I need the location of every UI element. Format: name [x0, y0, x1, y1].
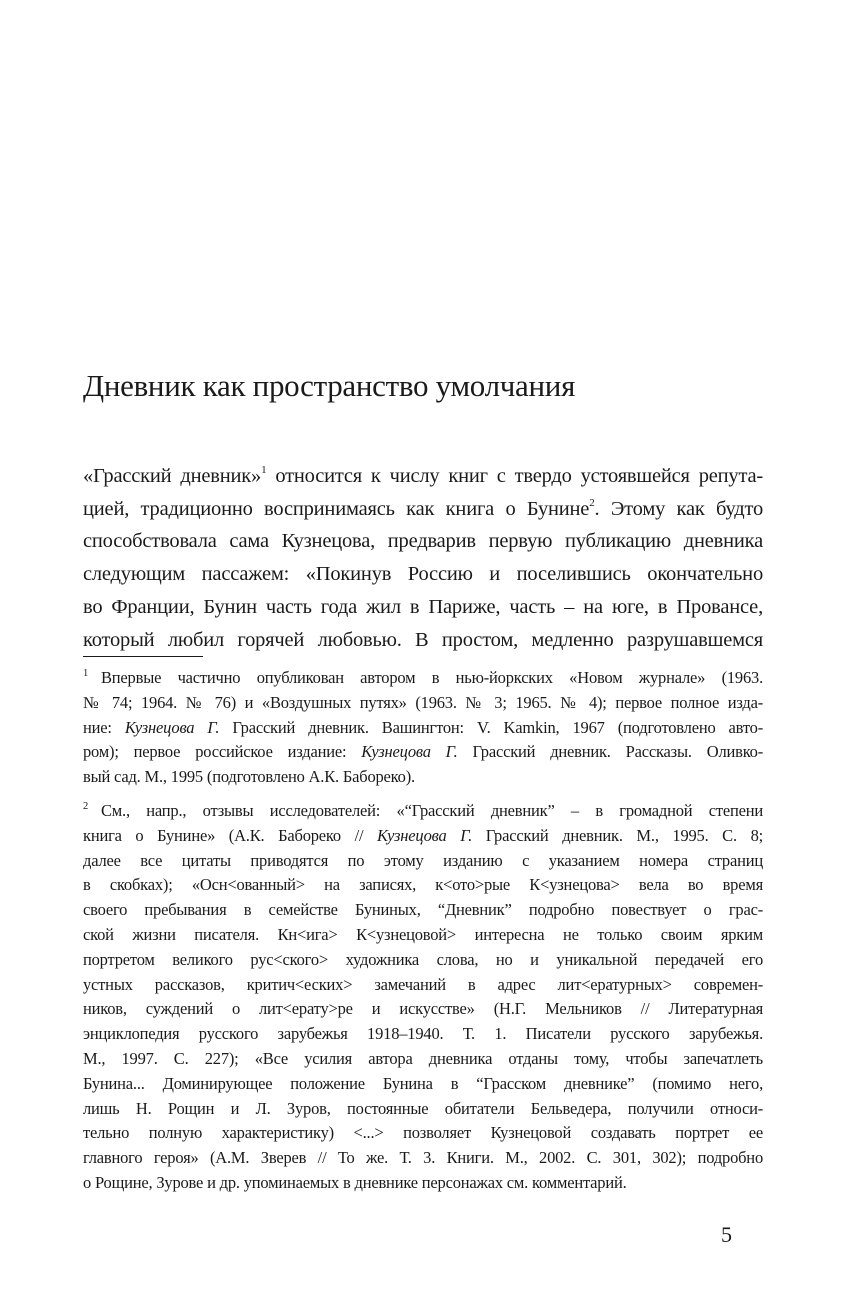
footnote-line: ние: Кузнецова Г. Грасский дневник. Вашингтон: V. Kamkin, 1967 (подготовлено авто- [83, 717, 763, 737]
footnote-line: вый сад. М., 1995 (подготовлено А.К. Бабореко). [83, 767, 415, 787]
page-number: 5 [721, 1222, 732, 1247]
footnote-line: энциклопедия русского зарубежья 1918–1940. Т. 1. Писатели русского зарубежья. [83, 1024, 763, 1044]
author-name: Кузнецова Г. [124, 717, 220, 737]
footnote-2 [83, 799, 763, 1196]
body-line: цией, традиционно воспринимаясь как книга о Бунине$^2$. Этому как будто [83, 496, 763, 520]
footnote-line: в скобках); «Осн<ованный> на записях, к<ото>рые К<узнецова> вела во время [83, 875, 763, 895]
footnote-line: См., напр., отзывы исследователей: «“Грасский дневник” – в громадной степени [101, 800, 763, 820]
body-line: во Франции, Бунин часть года жил в Париже, часть – на юге, в Провансе, [83, 595, 763, 618]
footnotes [83, 666, 763, 1196]
footnote-number: 1 [83, 668, 89, 679]
footnote-line: Бунина... Доминирующее положение Бунина в “Грасском дневнике” (помимо него, [83, 1073, 763, 1093]
body-paragraph [83, 460, 763, 656]
footnote-line: далее все цитаты приводятся по этому изданию с указанием номера страниц [83, 850, 763, 870]
body-line: который любил горячей любовью. В простом, медленно разрушавшемся [83, 628, 763, 651]
footnote-ref-1[interactable]: 1 [261, 464, 267, 476]
footnote-ref-2[interactable]: 2 [589, 496, 595, 509]
author-name: Кузнецова Г. [361, 742, 458, 762]
footnote-line: главного героя» (А.М. Зверев // То же. Т. 3. Книги. М., 2002. С. 301, 302); подробно [83, 1148, 763, 1168]
footnote-divider [83, 656, 203, 657]
footnote-line: М., 1997. С. 227); «Все усилия автора дневника отданы тому, чтобы запечатлеть [83, 1048, 763, 1068]
footnote-line: ской жизни писателя. Кн<ига> К<узнецовой> интересна не только своим ярким [83, 924, 763, 944]
footnote-line: № 74; 1964. № 76) и «Воздушных путях» (1963. № 3; 1965. № 4); первое полное изда- [83, 692, 763, 712]
footnote-line: лишь Н. Рощин и Л. Зуров, постоянные обитатели Бельведера, получили относи- [83, 1098, 763, 1118]
body-line: способствовала сама Кузнецова, предварив первую публикацию дневника [83, 530, 763, 553]
footnote-line: Впервые частично опубликован автором в нью-йоркских «Новом журнале» (1963. [101, 668, 763, 687]
footnote-line: ром); первое российское издание: Кузнецова Г. Грасский дневник. Рассказы. Оливко- [83, 742, 763, 762]
footnote-line: о Рощине, Зурове и др. упоминаемых в дневнике персонажах см. комментарий. [83, 1172, 627, 1192]
body-line: «Грасский дневник»$^1$ относится к числу книг с твердо устоявшейся репута- [83, 464, 763, 487]
chapter-heading: Дневник как пространство умолчания [83, 368, 576, 403]
footnote-line: устных рассказов, критич<еских> замечаний в адрес лит<ературных> современ- [83, 974, 763, 994]
author-name: Кузнецова Г. [377, 825, 473, 845]
footnote-line: тельно полную характеристику) <...> позволяет Кузнецовой создавать портрет ее [83, 1123, 763, 1143]
footnote-line: своего пребывания в семействе Буниных, “Дневник” подробно повествует о грас- [83, 900, 763, 920]
body-line: следующим пассажем: «Покинув Россию и поселившись окончательно [83, 563, 763, 586]
footnote-line: портретом великого рус<ского> художника слова, но и уникальной передачей его [83, 949, 763, 969]
footnote-line: книга о Бунине» (А.К. Бабореко // Кузнецова Г. Грасский дневник. М., 1995. С. 8; [83, 825, 763, 845]
footnote-1 [83, 666, 763, 790]
footnote-line: ников, суждений о лит<ерату>ре и искусстве» (Н.Г. Мельников // Литературная [83, 999, 763, 1019]
footnote-number: 2 [83, 800, 89, 812]
